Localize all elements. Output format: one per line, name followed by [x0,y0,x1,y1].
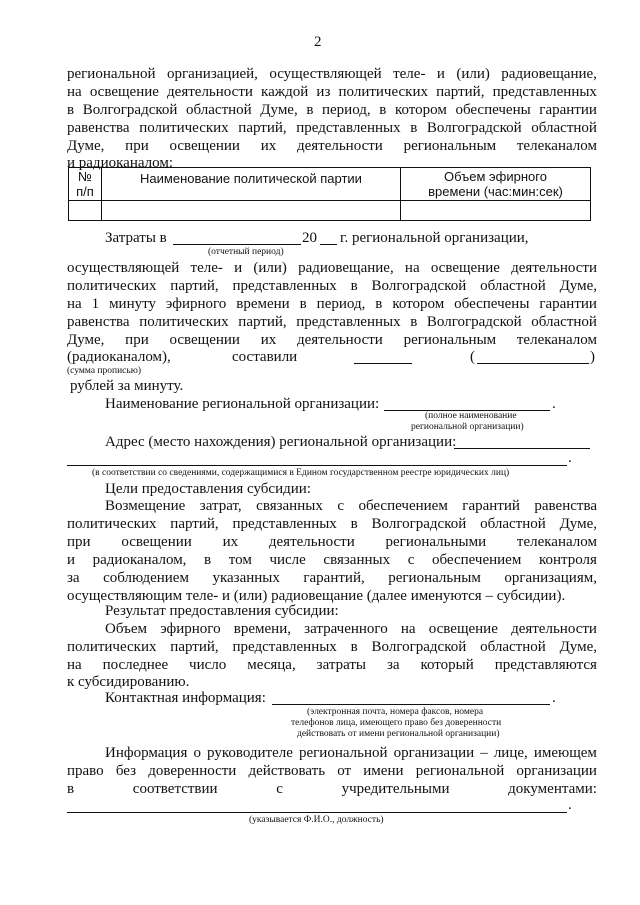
table-cell [102,201,401,221]
word: указанных [212,570,280,586]
word: областной [480,278,546,294]
word: на [404,260,420,276]
text-line [67,138,597,155]
word: минуту [109,296,156,312]
word: деятельности [511,621,597,637]
word: соблюдением [103,570,189,586]
address-field-line2[interactable] [67,465,567,466]
text-line [105,498,597,515]
word: связанных [323,552,391,568]
word: Объем [105,621,147,637]
word: представленных [232,278,337,294]
word: руководителе [207,745,293,761]
word: в [350,516,358,532]
word: в [67,781,75,797]
word: политических [67,278,157,294]
word: каждой [261,84,309,100]
contact-field[interactable] [272,690,550,705]
word: Думе, [559,639,597,655]
word: за [386,657,400,673]
word: обеспечены [454,296,530,312]
table-cell [69,201,102,221]
word: областной [480,639,546,655]
org-name-dot: . [552,396,556,412]
text-line [67,639,597,656]
column-header-number: № п/п [69,168,102,201]
text-line [67,781,597,798]
word: при [125,138,149,154]
word: освещении [121,534,192,550]
word: политических [139,314,229,330]
word: Возмещение [105,498,186,514]
word: представленных [232,516,337,532]
word: организации [516,763,597,779]
word: равенства [67,120,130,136]
word: партий, [170,278,219,294]
word: теле- [393,66,426,82]
word: региональным [403,138,497,154]
word: региональным [403,332,497,348]
word: представленных [296,314,401,330]
word: (или) [253,260,287,276]
text-line [67,552,597,569]
word: партий, [238,120,287,136]
word: их [222,534,239,550]
word: и [436,66,445,82]
word: том [228,552,252,568]
word: – [480,745,488,761]
contact-hint: телефонов лица, имеющего право без доверенности [291,718,502,728]
word: затрат, [199,498,242,514]
word: (или) [456,66,490,82]
word: на [67,296,82,312]
per-minute-label: рублей за минуту. [70,378,184,394]
word: и [234,260,243,276]
text-line [67,763,597,780]
word: политических [67,639,157,655]
word: в [306,102,314,118]
text-line [67,278,597,295]
word: представленных [492,84,597,100]
radio-label: (радиоканалом), [67,349,171,365]
word: Думе, [559,278,597,294]
word: на [67,84,82,100]
word: в [299,296,307,312]
year-field[interactable] [320,230,337,245]
word: организациям, [504,570,597,586]
year-prefix: 20 [302,230,317,246]
column-header-party: Наименование политической партии [102,168,401,201]
word: деятельности [296,332,383,348]
word: в [350,639,358,655]
word: партий, [238,314,287,330]
word: осуществляющей [269,66,382,82]
text-line [67,120,597,137]
text-line [67,102,597,119]
word: за [67,570,80,586]
word: период, [322,102,371,118]
text-line [67,516,597,533]
word: право [67,763,104,779]
word: с [276,781,283,797]
word: соответствии [132,781,218,797]
word: о [193,745,201,761]
word: областной [531,120,597,136]
word: представляются [494,657,597,673]
word: в [204,552,212,568]
head-info-dot: . [568,797,572,813]
word: обеспечением [431,552,522,568]
word: областной [480,516,546,532]
text-line [67,66,597,83]
word: имеющем [533,745,597,761]
word: последнее [102,657,169,673]
word: Думе, [67,138,105,154]
word: организацией, [166,66,258,82]
head-info-hint: (указывается Ф.И.О., должность) [249,815,384,825]
word: их [260,332,277,348]
contact-dot: . [552,690,556,706]
word: деятельности [296,138,383,154]
word: радиовещание, [298,260,394,276]
word: число [189,657,227,673]
word: Волгоградской [426,314,522,330]
word: региональным [388,570,481,586]
word: политических [338,84,428,100]
goals-heading: Цели предоставления субсидии: [105,481,311,497]
word: теле- [190,260,223,276]
contact-hint: действовать от имени региональной организации) [297,729,500,739]
page-number: 2 [314,34,322,50]
table-row [69,201,591,221]
word: представленных [296,120,401,136]
made-label: составили [232,349,298,365]
word: региональными [385,534,487,550]
reporting-period-field[interactable] [173,230,301,245]
word: осуществляющей [67,260,180,276]
word: равенства [534,498,597,514]
text-line [67,570,597,587]
costs-org-label: г. региональной организации, [340,230,529,246]
word: Волгоградской [82,102,178,118]
word: затраченного [304,621,388,637]
word: из [316,84,331,100]
word: обеспечением [358,498,448,514]
word: партий, [436,84,485,100]
word: Думе, [260,102,298,118]
word: региональной [415,763,505,779]
word: организации [393,745,475,761]
word: областной [531,314,597,330]
word: гарантии [539,102,597,118]
word: с [407,552,415,568]
text-line [67,84,597,101]
column-header-airtime: Объем эфирного времени (час:мин:сек) [401,168,591,201]
word: котором [394,102,447,118]
amount-numeric-field[interactable] [354,349,412,364]
word: их [260,138,277,154]
word: в [410,120,418,136]
word: в [350,278,358,294]
result-heading: Результат предоставления субсидии: [105,603,339,619]
word: связанных [256,498,323,514]
sum-hint: (сумма прописью) [67,366,141,376]
table-cell [401,201,591,221]
word: времени [236,296,290,312]
word: представленных [232,639,337,655]
org-name-label: Наименование региональной организации: [105,396,380,412]
word: деятельности [167,84,253,100]
head-info-field[interactable] [67,812,567,813]
parties-table [68,167,591,221]
word: Волгоградской [371,278,467,294]
word: областной [186,102,252,118]
org-name-hint: (полное наименование [425,411,517,421]
word: месяца, [247,657,296,673]
word: освещение [430,260,500,276]
address-label: Адрес (место нахождения) региональной организации: [105,434,457,450]
word: без [115,763,137,779]
contact-label: Контактная информация: [105,690,266,706]
org-name-field[interactable] [384,396,550,411]
word: и [67,552,76,568]
word: затраты [316,657,366,673]
text-line [67,260,597,277]
costs-intro-label: Затраты в [105,230,167,246]
word: политических [139,120,229,136]
word: в [375,296,383,312]
word: при [67,534,91,550]
word: партий, [170,639,219,655]
word: эфирного [160,621,221,637]
text-line [105,745,597,762]
word: 1 [91,296,100,312]
word: деятельности [511,260,597,276]
word: радиовещание, [501,66,597,82]
contact-hint: (электронная почта, номера факсов, номера [307,707,484,717]
word: телеканалом [516,138,597,154]
word: Думе, [67,332,105,348]
word: Волгоградской [371,516,467,532]
word: в [379,102,387,118]
text-line: осуществляющим теле- и (или) радиовещание (далее именуются – субсидии). [67,588,566,604]
word: лице, [493,745,528,761]
open-paren: ( [470,349,475,365]
word: в [410,314,418,330]
word: действовать [248,763,326,779]
word: эфирного [165,296,227,312]
org-name-hint: региональной организации) [411,422,524,432]
text-line [67,332,597,349]
word: времени, [233,621,291,637]
text-line [67,534,597,551]
word: освещении [169,332,240,348]
text-line [67,657,597,674]
text-line [105,621,597,638]
word: Волгоградской [371,639,467,655]
word: телеканалом [516,332,597,348]
text-line: и радиоканалом: [67,155,173,171]
word: документами: [508,781,597,797]
word: числе [269,552,306,568]
word: котором [392,296,445,312]
word: гарантий [462,498,520,514]
word: освещение [89,84,159,100]
word: Волгоградской [426,120,522,136]
word: период, [316,296,366,312]
table-header-row [69,168,591,201]
word: при [125,332,149,348]
amount-words-field[interactable] [477,349,589,364]
text-line [67,314,597,331]
word: равенства [67,314,130,330]
address-hint: (в соответствии со сведениями, содержащимися в Едином государственном реестре юридических лиц) [92,468,510,478]
word: освещение [428,621,498,637]
text-line [67,296,597,313]
word: контроля [538,552,597,568]
word: обеспечены [455,102,531,118]
word: в [67,102,75,118]
word: гарантий, [303,570,365,586]
period-hint: (отчетный период) [208,247,284,257]
word: доверенности [148,763,237,779]
word: Информация [105,745,188,761]
word: от [337,763,352,779]
close-paren: ) [590,349,595,365]
word: который [420,657,474,673]
word: деятельности [268,534,355,550]
word: радиоканалом, [92,552,187,568]
word: региональной [67,66,156,82]
word: с [337,498,344,514]
word: учредительными [341,781,450,797]
text-line: к субсидированию. [67,674,190,690]
word: гарантии [539,296,597,312]
word: политических [67,516,157,532]
word: телеканалом [516,534,597,550]
word: имени [363,763,404,779]
word: освещении [169,138,240,154]
word: партий, [170,516,219,532]
address-field[interactable] [454,434,590,449]
word: Думе, [559,516,597,532]
address-dot: . [568,450,572,466]
word: на [67,657,82,673]
word: региональной [299,745,388,761]
word: на [400,621,416,637]
